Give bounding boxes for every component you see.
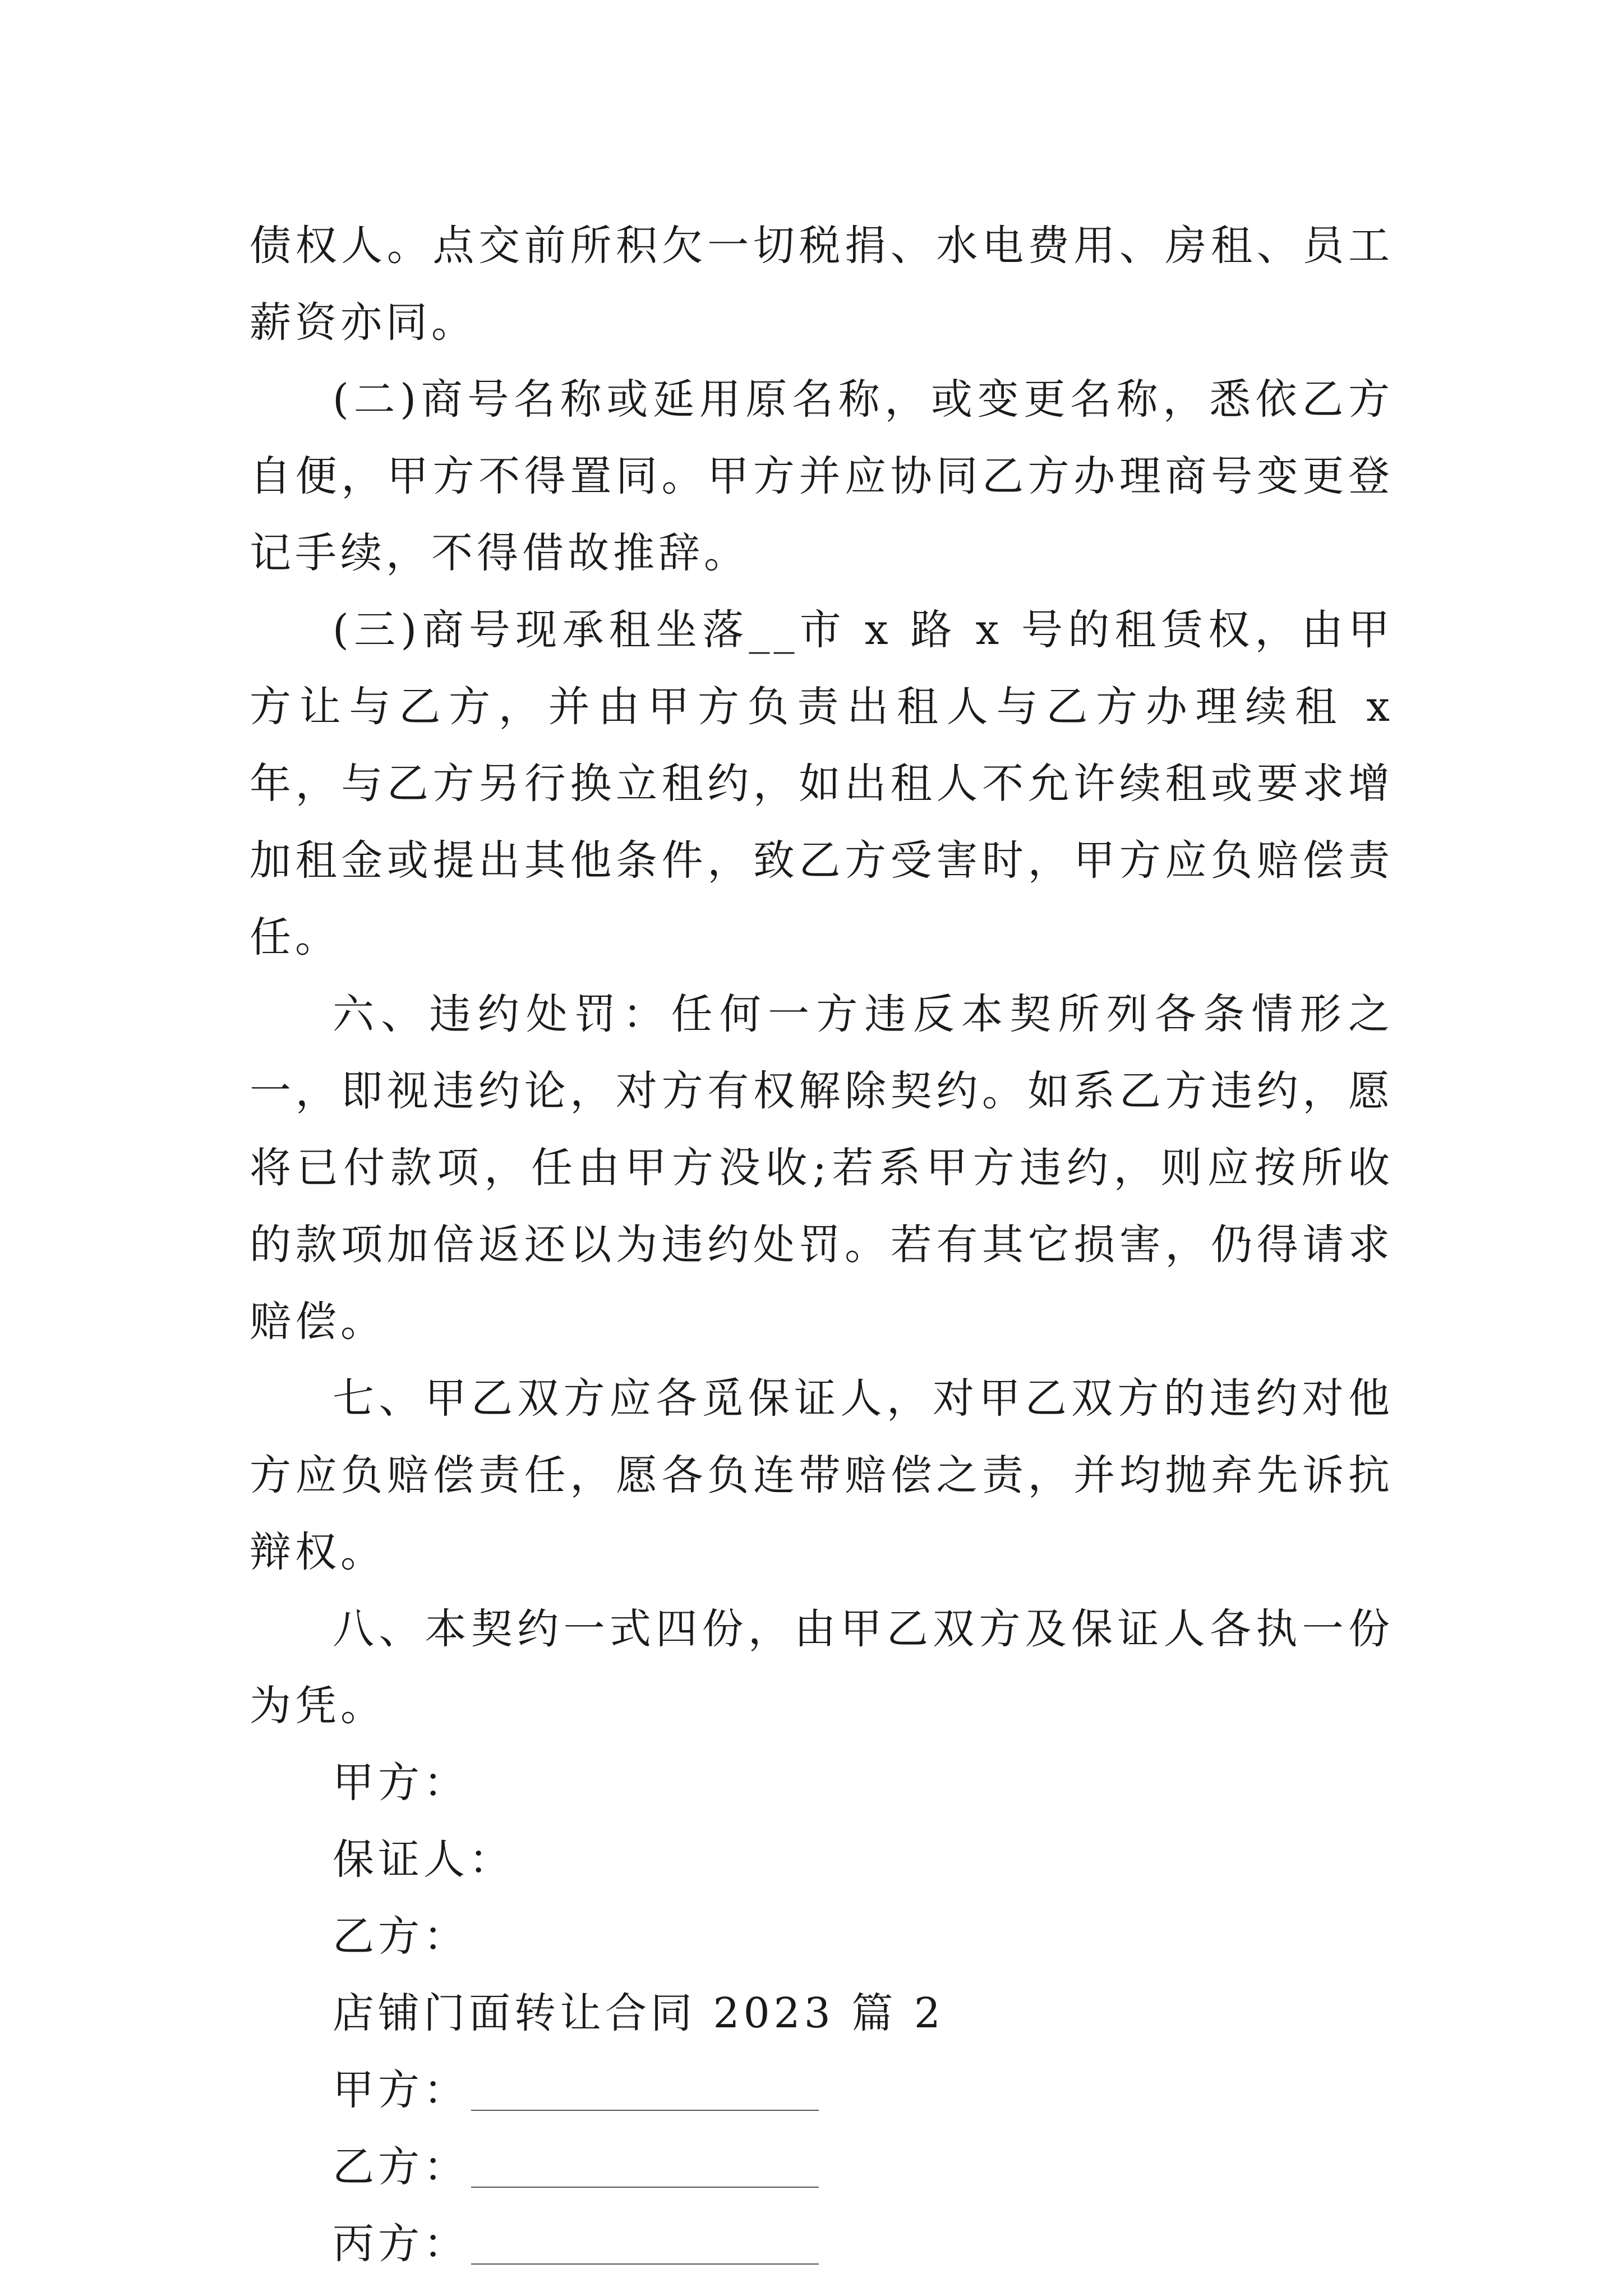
contract2-party-c-label: 丙方： [333,2220,469,2268]
paragraph-breach-penalty: 六、违约处罚：任何一方违反本契所列各条情形之一，即视违约论，对方有权解除契约。如系乙方违约，愿将已付款项，任由甲方没收;若系甲方违约，则应按所收的款项加倍返还以为违约处罚。若有其它损害，仍得请求赔偿。 [250,990,1394,1346]
paragraph-copies-clause: 八、本契约一式四份，由甲乙双方及保证人各执一份为凭。 [250,1605,1394,1730]
section-title: 店铺门面转让合同 2023 篇 2 [333,1989,944,2037]
signature-party-b: 乙方： [333,1912,469,1961]
paragraph-lease-transfer-clause: (三)商号现承租坐落__市 x 路 x 号的租赁权，由甲方让与乙方，并由甲方负责出租人与乙方办理续租 x 年，与乙方另行换立租约，如出租人不允许续租或要求增加租金或提出其他条件，致乙方受害时，甲方应负赔偿责任。 [250,606,1394,961]
signature-party-a: 甲方： [333,1759,469,1807]
signature-guarantor: 保证人： [333,1835,514,1884]
contract2-party-b-line [250,2129,1394,2206]
party-a-blank [471,2087,819,2111]
contract2-party-a-line [250,2052,1394,2129]
contract2-party-a-label: 甲方： [333,2066,469,2114]
party-b-blank [471,2164,819,2188]
paragraph-guarantor-clause: 七、甲乙双方应各觅保证人，对甲乙双方的违约对他方应负赔偿责任，愿各负连带赔偿之责，并均抛弃先诉抗辩权。 [250,1374,1394,1576]
paragraph-creditor-clause: 债权人。点交前所积欠一切税捐、水电费用、房租、员工薪资亦同。 [250,222,1394,347]
contract2-party-c-line [250,2206,1394,2283]
contract2-party-b-label: 乙方： [333,2143,469,2191]
document-body [250,208,1394,2283]
party-c-blank [471,2241,819,2265]
paragraph-trade-name-clause: (二)商号名称或延用原名称，或变更名称，悉依乙方自便，甲方不得置同。甲方并应协同乙方办理商号变更登记手续，不得借故推辞。 [250,375,1394,577]
